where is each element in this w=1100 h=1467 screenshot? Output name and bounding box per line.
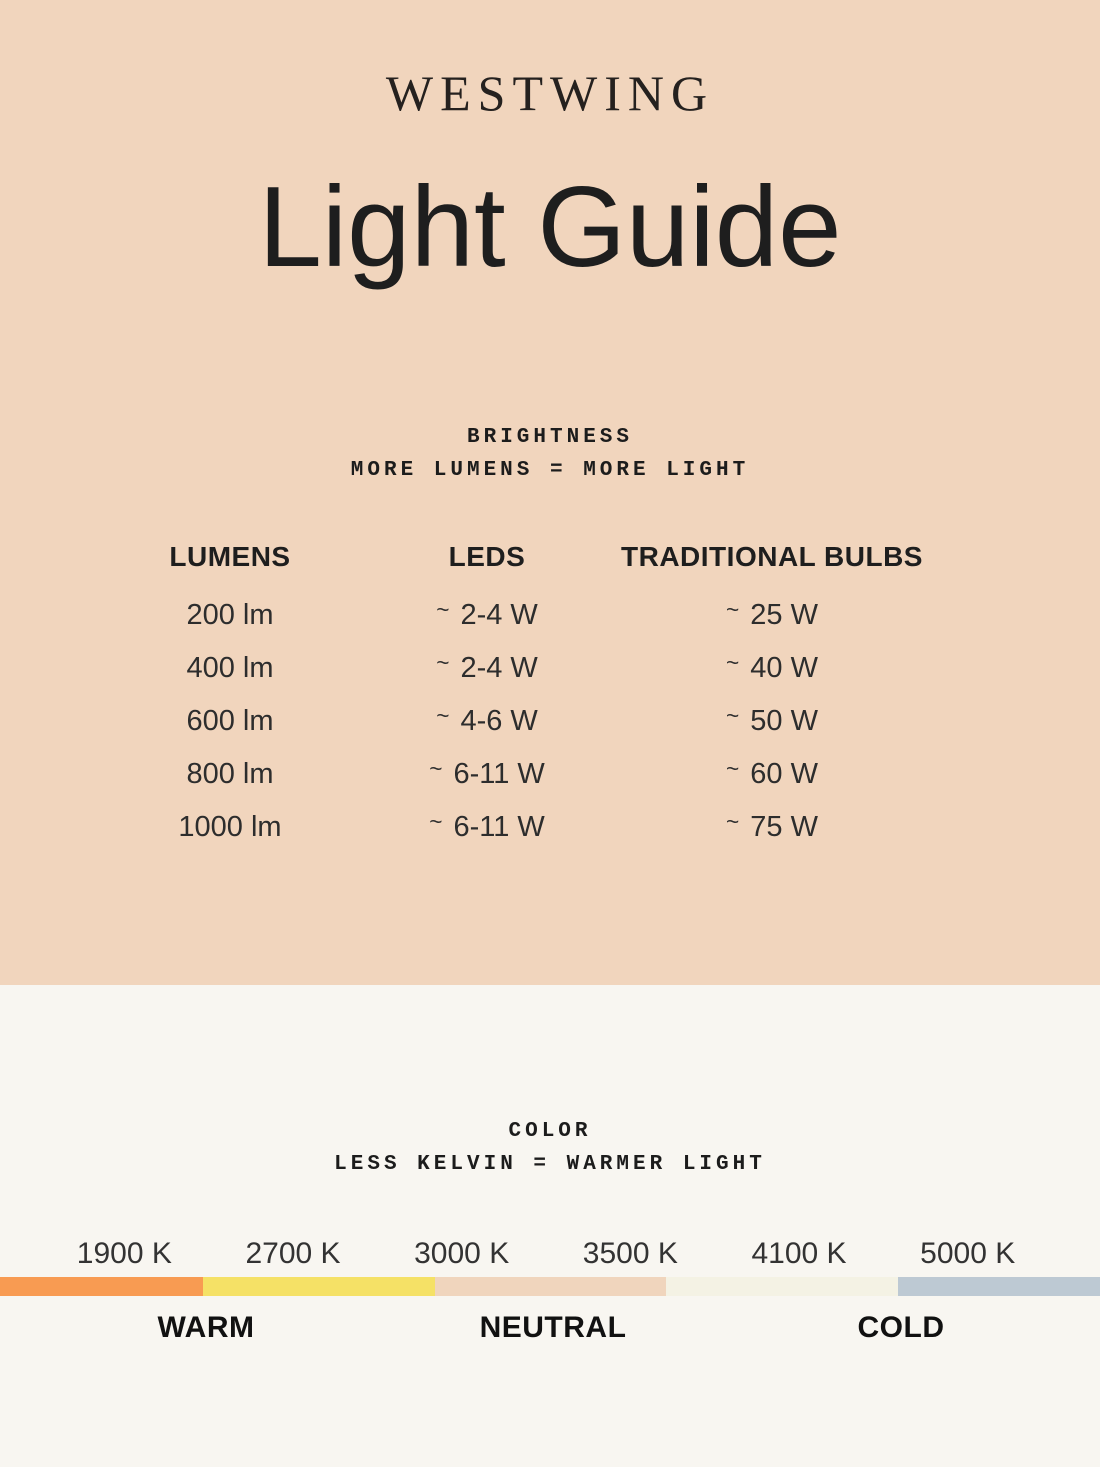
approx-tilde: ~ [726, 703, 740, 729]
kelvin-label: 1900 K [76, 1237, 172, 1270]
leds-value: ~ 6-11 W [429, 809, 545, 844]
column-header-leds: LEDS [448, 541, 526, 573]
approx-tilde: ~ [436, 703, 450, 729]
table-row [60, 801, 970, 854]
brightness-heading: BRIGHTNESS [466, 426, 634, 450]
leds-value: ~ 4-6 W [436, 703, 538, 738]
approx-tilde: ~ [726, 809, 740, 835]
column-header-lumens: LUMENS [169, 541, 291, 573]
table-row [60, 695, 970, 748]
leds-value: ~ 2-4 W [436, 597, 538, 632]
kelvin-scale-bar [0, 1277, 1100, 1296]
approx-tilde: ~ [436, 650, 450, 676]
color-intro [0, 1115, 1100, 1181]
kelvin-label: 2700 K [245, 1237, 341, 1270]
approx-tilde: ~ [436, 597, 450, 623]
lumens-value: 800 lm [186, 758, 274, 791]
zone-label-warm: WARM [157, 1311, 255, 1344]
brightness-intro [0, 421, 1100, 487]
brightness-table [60, 537, 970, 854]
scale-segment-neutral-peach [435, 1277, 666, 1296]
brand-logo: WESTWING [385, 65, 715, 121]
bulbs-value: ~ 40 W [726, 650, 818, 685]
bulbs-value: ~ 50 W [726, 703, 818, 738]
color-section [0, 985, 1100, 1467]
approx-tilde: ~ [726, 756, 740, 782]
zone-label-row [0, 1308, 1100, 1348]
leds-value: ~ 2-4 W [436, 650, 538, 685]
table-row [60, 748, 970, 801]
table-row [60, 642, 970, 695]
page-title: Light Guide [258, 164, 842, 291]
kelvin-label: 5000 K [920, 1237, 1016, 1270]
kelvin-label: 3500 K [582, 1237, 678, 1270]
lumens-value: 1000 lm [178, 811, 282, 844]
color-heading: COLOR [508, 1120, 592, 1143]
table-header-row [60, 537, 970, 577]
kelvin-label: 4100 K [751, 1237, 847, 1270]
lumens-value: 400 lm [186, 652, 274, 685]
approx-tilde: ~ [429, 756, 443, 782]
color-subheading: LESS KELVIN = WARMER LIGHT [334, 1153, 766, 1176]
scale-segment-warm-yellow [203, 1277, 435, 1296]
approx-tilde: ~ [726, 597, 740, 623]
column-header-bulbs: TRADITIONAL BULBS [621, 541, 923, 573]
lumens-value: 200 lm [186, 599, 274, 632]
brightness-subheading: MORE LUMENS = MORE LIGHT [350, 459, 750, 483]
scale-segment-neutral-ivory [666, 1277, 898, 1296]
table-row [60, 589, 970, 642]
bulbs-value: ~ 25 W [726, 597, 818, 632]
kelvin-label-row [0, 1234, 1100, 1274]
scale-segment-warm-orange [0, 1277, 203, 1296]
table-body [60, 589, 970, 854]
approx-tilde: ~ [726, 650, 740, 676]
bulbs-value: ~ 75 W [726, 809, 818, 844]
zone-label-neutral: NEUTRAL [479, 1311, 627, 1344]
leds-value: ~ 6-11 W [429, 756, 545, 791]
lumens-value: 600 lm [186, 705, 274, 738]
scale-segment-cold-blue [898, 1277, 1100, 1296]
bulbs-value: ~ 60 W [726, 756, 818, 791]
kelvin-label: 3000 K [414, 1237, 510, 1270]
zone-label-cold: COLD [857, 1311, 945, 1344]
approx-tilde: ~ [429, 809, 443, 835]
